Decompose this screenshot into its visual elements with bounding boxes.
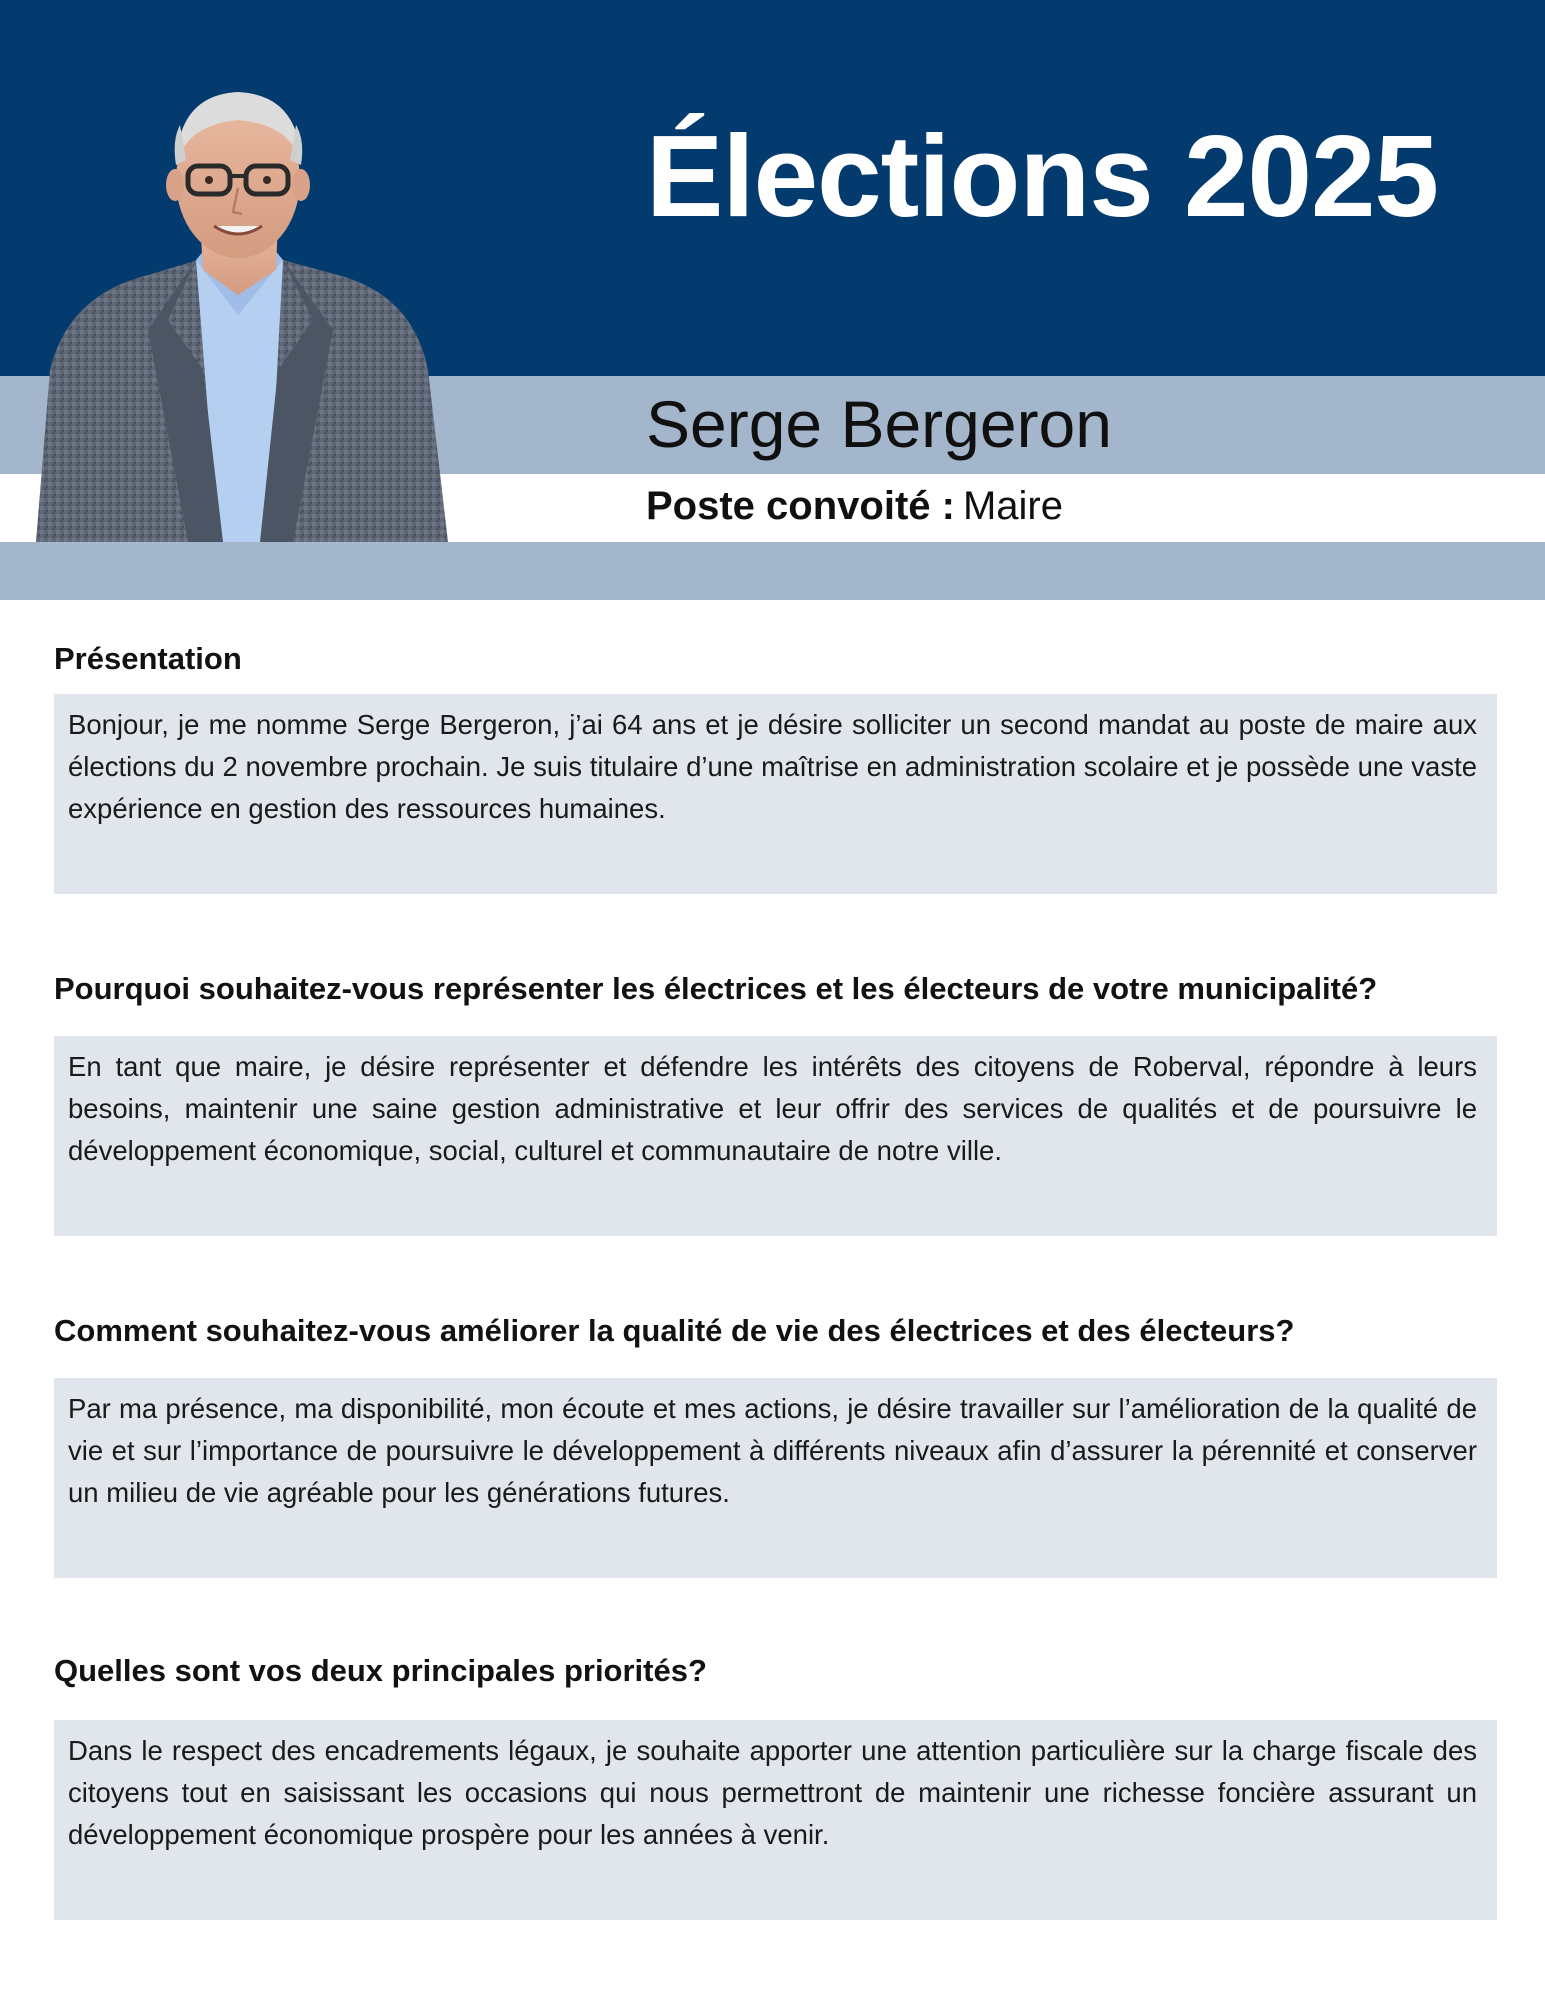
candidate-photo [28,70,458,542]
answer-text-priorities: Dans le respect des encadrements légaux, je souhaite apporter une attention particulière sur la charge fiscale des citoyens tout en saisissant les occasions qui nous permettront de maintenir une richesse foncière assurant un développement économique prospère pour les années à venir. [68,1735,1477,1850]
section-title-presentation: Présentation [54,641,242,676]
page-title: Élections 2025 [646,111,1438,241]
section-title-priorities: Quelles sont vos deux principales priorités? [54,1653,707,1688]
post-line [646,484,1063,528]
answer-box-priorities [54,1720,1497,1920]
candidate-name: Serge Bergeron [646,387,1112,461]
answer-box-why-represent [54,1036,1497,1236]
answer-text-presentation: Bonjour, je me nomme Serge Bergeron, j’ai 64 ans et je désire solliciter un second mandat au poste de maire aux élections du 2 novembre prochain. Je suis titulaire d’une maîtrise en administration scolaire et je possède une vaste expérience en gestion des ressources humaines. [68,709,1477,824]
header-bottom-band [0,542,1545,600]
post-value: Maire [962,484,1063,528]
answer-box-quality-of-life [54,1378,1497,1578]
section-title-why-represent: Pourquoi souhaitez-vous représenter les électrices et les électeurs de votre municipalité? [54,971,1378,1006]
answer-box-presentation [54,694,1497,894]
answer-text-quality-of-life: Par ma présence, ma disponibilité, mon écoute et mes actions, je désire travailler sur l’amélioration de la qualité de vie et sur l’importance de poursuivre le développement à différents niveaux afin d’assurer la pérennité et conserver un milieu de vie agréable pour les générations futures. [68,1393,1477,1508]
section-title-quality-of-life: Comment souhaitez-vous améliorer la qualité de vie des électrices et des électeurs? [54,1313,1295,1348]
answer-text-why-represent: En tant que maire, je désire représenter et défendre les intérêts des citoyens de Roberval, répondre à leurs besoins, maintenir une saine gestion administrative et leur offrir des services de qualités et de poursuivre le développement économique, social, culturel et communautaire de notre ville. [68,1051,1477,1166]
post-label: Poste convoité : [646,484,955,528]
